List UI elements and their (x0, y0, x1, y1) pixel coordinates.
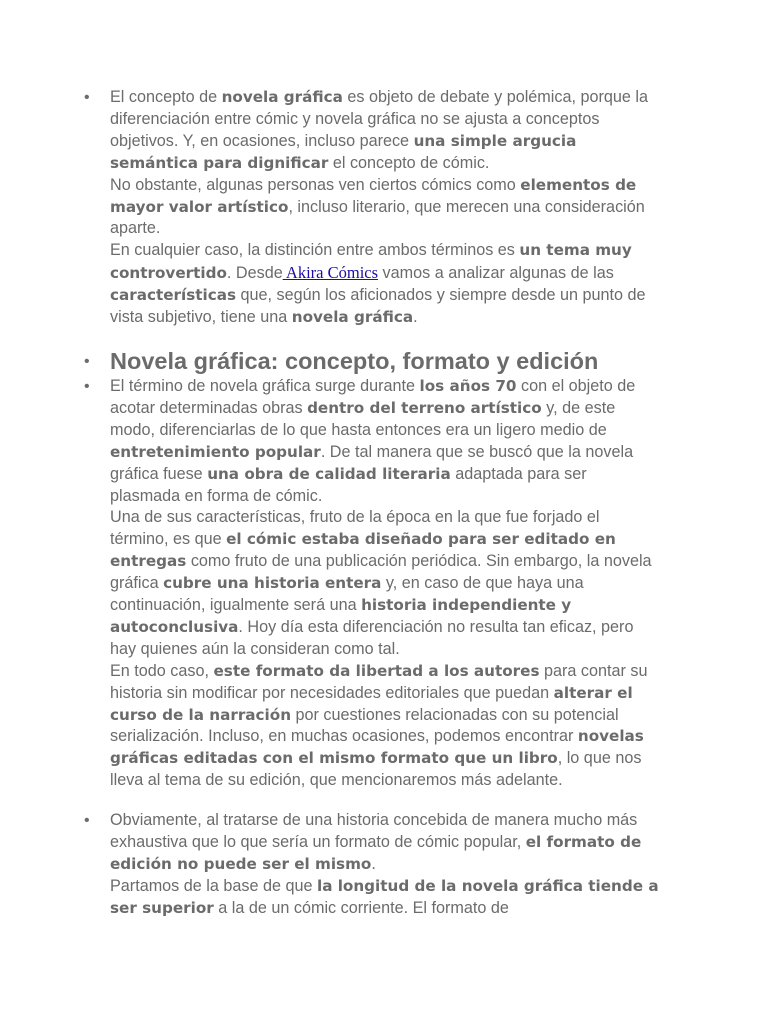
paragraph-intro-1 (110, 87, 660, 175)
text-run: y, en caso de que haya una continuación, igualmente será una (110, 574, 584, 615)
bold-text: los años 70 (419, 376, 517, 395)
section-heading: Novela gráfica: concepto, formato y edición (110, 347, 599, 374)
text-run: por cuestiones relacionadas con su potencial serialización. Incluso, en muchas ocasiones, podemos encontrar (110, 705, 619, 746)
bold-text: el formato de edición no puede ser el mismo (110, 833, 642, 873)
text-run: Obviamente, al tratarse de una historia concebida de manera mucho más exhaustiva que lo que sería un formato de cómic popular, (110, 811, 638, 852)
bold-text: un tema muy controvertido (110, 241, 632, 283)
text-run: Partamos de la base de que (110, 876, 317, 895)
document-list (0, 87, 768, 920)
text-run: para contar su historia sin modificar por necesidades editoriales que puedan (110, 661, 648, 702)
bullet: • (84, 377, 90, 395)
bold-text: dentro del terreno artístico (307, 398, 542, 417)
text-run: que, según los aficionados y siempre desde un punto de vista subjetivo, tiene una (110, 286, 646, 327)
text-run: , lo que nos lleva al tema de su edición, que mencionaremos más adelante. (110, 749, 642, 790)
bold-text: este formato da libertad a los autores (213, 661, 540, 680)
bold-text: una obra de calidad literaria (207, 464, 451, 483)
bold-text: novelas gráficas editadas con el mismo formato que un libro (110, 727, 644, 768)
bold-text: el cómic estaba diseñado para ser editado en entregas (110, 530, 616, 571)
bullet: • (84, 812, 90, 830)
bold-text: cubre una historia entera (163, 574, 382, 593)
paragraph-intro-3 (110, 240, 660, 329)
text-run: . (371, 855, 376, 873)
bold-text: alterar el curso de la narración (110, 683, 633, 724)
bold-text: elementos de mayor valor artístico (110, 175, 637, 216)
bold-text: historia independiente y autoconclusiva (110, 596, 572, 636)
text-run: . Hoy día esta diferenciación no resulta tan eficaz, pero hay quienes aún la consideran como tal. (110, 617, 634, 658)
text-run: a la de un cómic corriente. El formato de (213, 898, 509, 917)
bold-text: novela gráfica (291, 308, 414, 327)
text-run: El concepto de (110, 88, 222, 106)
list-item-heading (0, 346, 768, 376)
text-run: Una de sus características, fruto de la época en la que fue forjado el término, es que (110, 508, 600, 549)
list-item-intro (0, 87, 768, 329)
text-run: y, de este modo, diferenciarlas de lo que hasta entonces era un ligero medio de (110, 398, 616, 439)
text-run: con el objeto de acotar determinadas obras (110, 376, 636, 417)
bold-text: la longitud de la novela gráfica tiende a ser superior (110, 876, 659, 917)
bullet: • (84, 89, 90, 106)
text-run: El término de novela gráfica surge durante (110, 376, 420, 395)
paragraph-concept-1 (110, 376, 660, 507)
text-run: como fruto de una publicación periódica. Sin embargo, la novela gráfica (110, 552, 652, 593)
bold-text: novela gráfica (221, 88, 343, 106)
bold-text: una simple argucia semántica para dignificar (110, 131, 577, 172)
paragraph-intro-2 (110, 175, 660, 241)
text-run: No obstante, algunas personas ven ciertos cómics como (110, 175, 521, 194)
bullet: • (84, 352, 90, 370)
text-run: vamos a analizar algunas de las (378, 264, 614, 283)
text-run: , incluso literario, que merecen una consideración aparte. (110, 197, 645, 238)
text-run: adaptada para ser plasmada en forma de cómic. (110, 464, 587, 505)
list-item-format (0, 810, 768, 920)
paragraph-format-2 (110, 876, 660, 920)
bold-text: características (110, 286, 237, 305)
akira-comics-link[interactable]: Akira Cómics (282, 263, 379, 283)
text-run: . (413, 308, 418, 327)
text-run: el concepto de cómic. (328, 153, 490, 172)
text-run: En cualquier caso, la distinción entre ambos términos es (110, 241, 520, 260)
paragraph-format-1 (110, 810, 660, 876)
paragraph-concept-3 (110, 661, 660, 792)
paragraph-concept-2 (110, 507, 660, 660)
text-run: es objeto de debate y polémica, porque la diferenciación entre cómic y novela gráfica no se ajusta a conceptos objetivos. Y, en ocasiones, incluso parece (110, 88, 648, 150)
text-run: En todo caso, (110, 661, 214, 680)
text-run: . Desde (226, 264, 283, 283)
text-run: . De tal manera que se buscó que la novela gráfica fuese (110, 442, 634, 483)
list-item-concept (0, 376, 768, 792)
bold-text: entretenimiento popular (110, 442, 321, 461)
